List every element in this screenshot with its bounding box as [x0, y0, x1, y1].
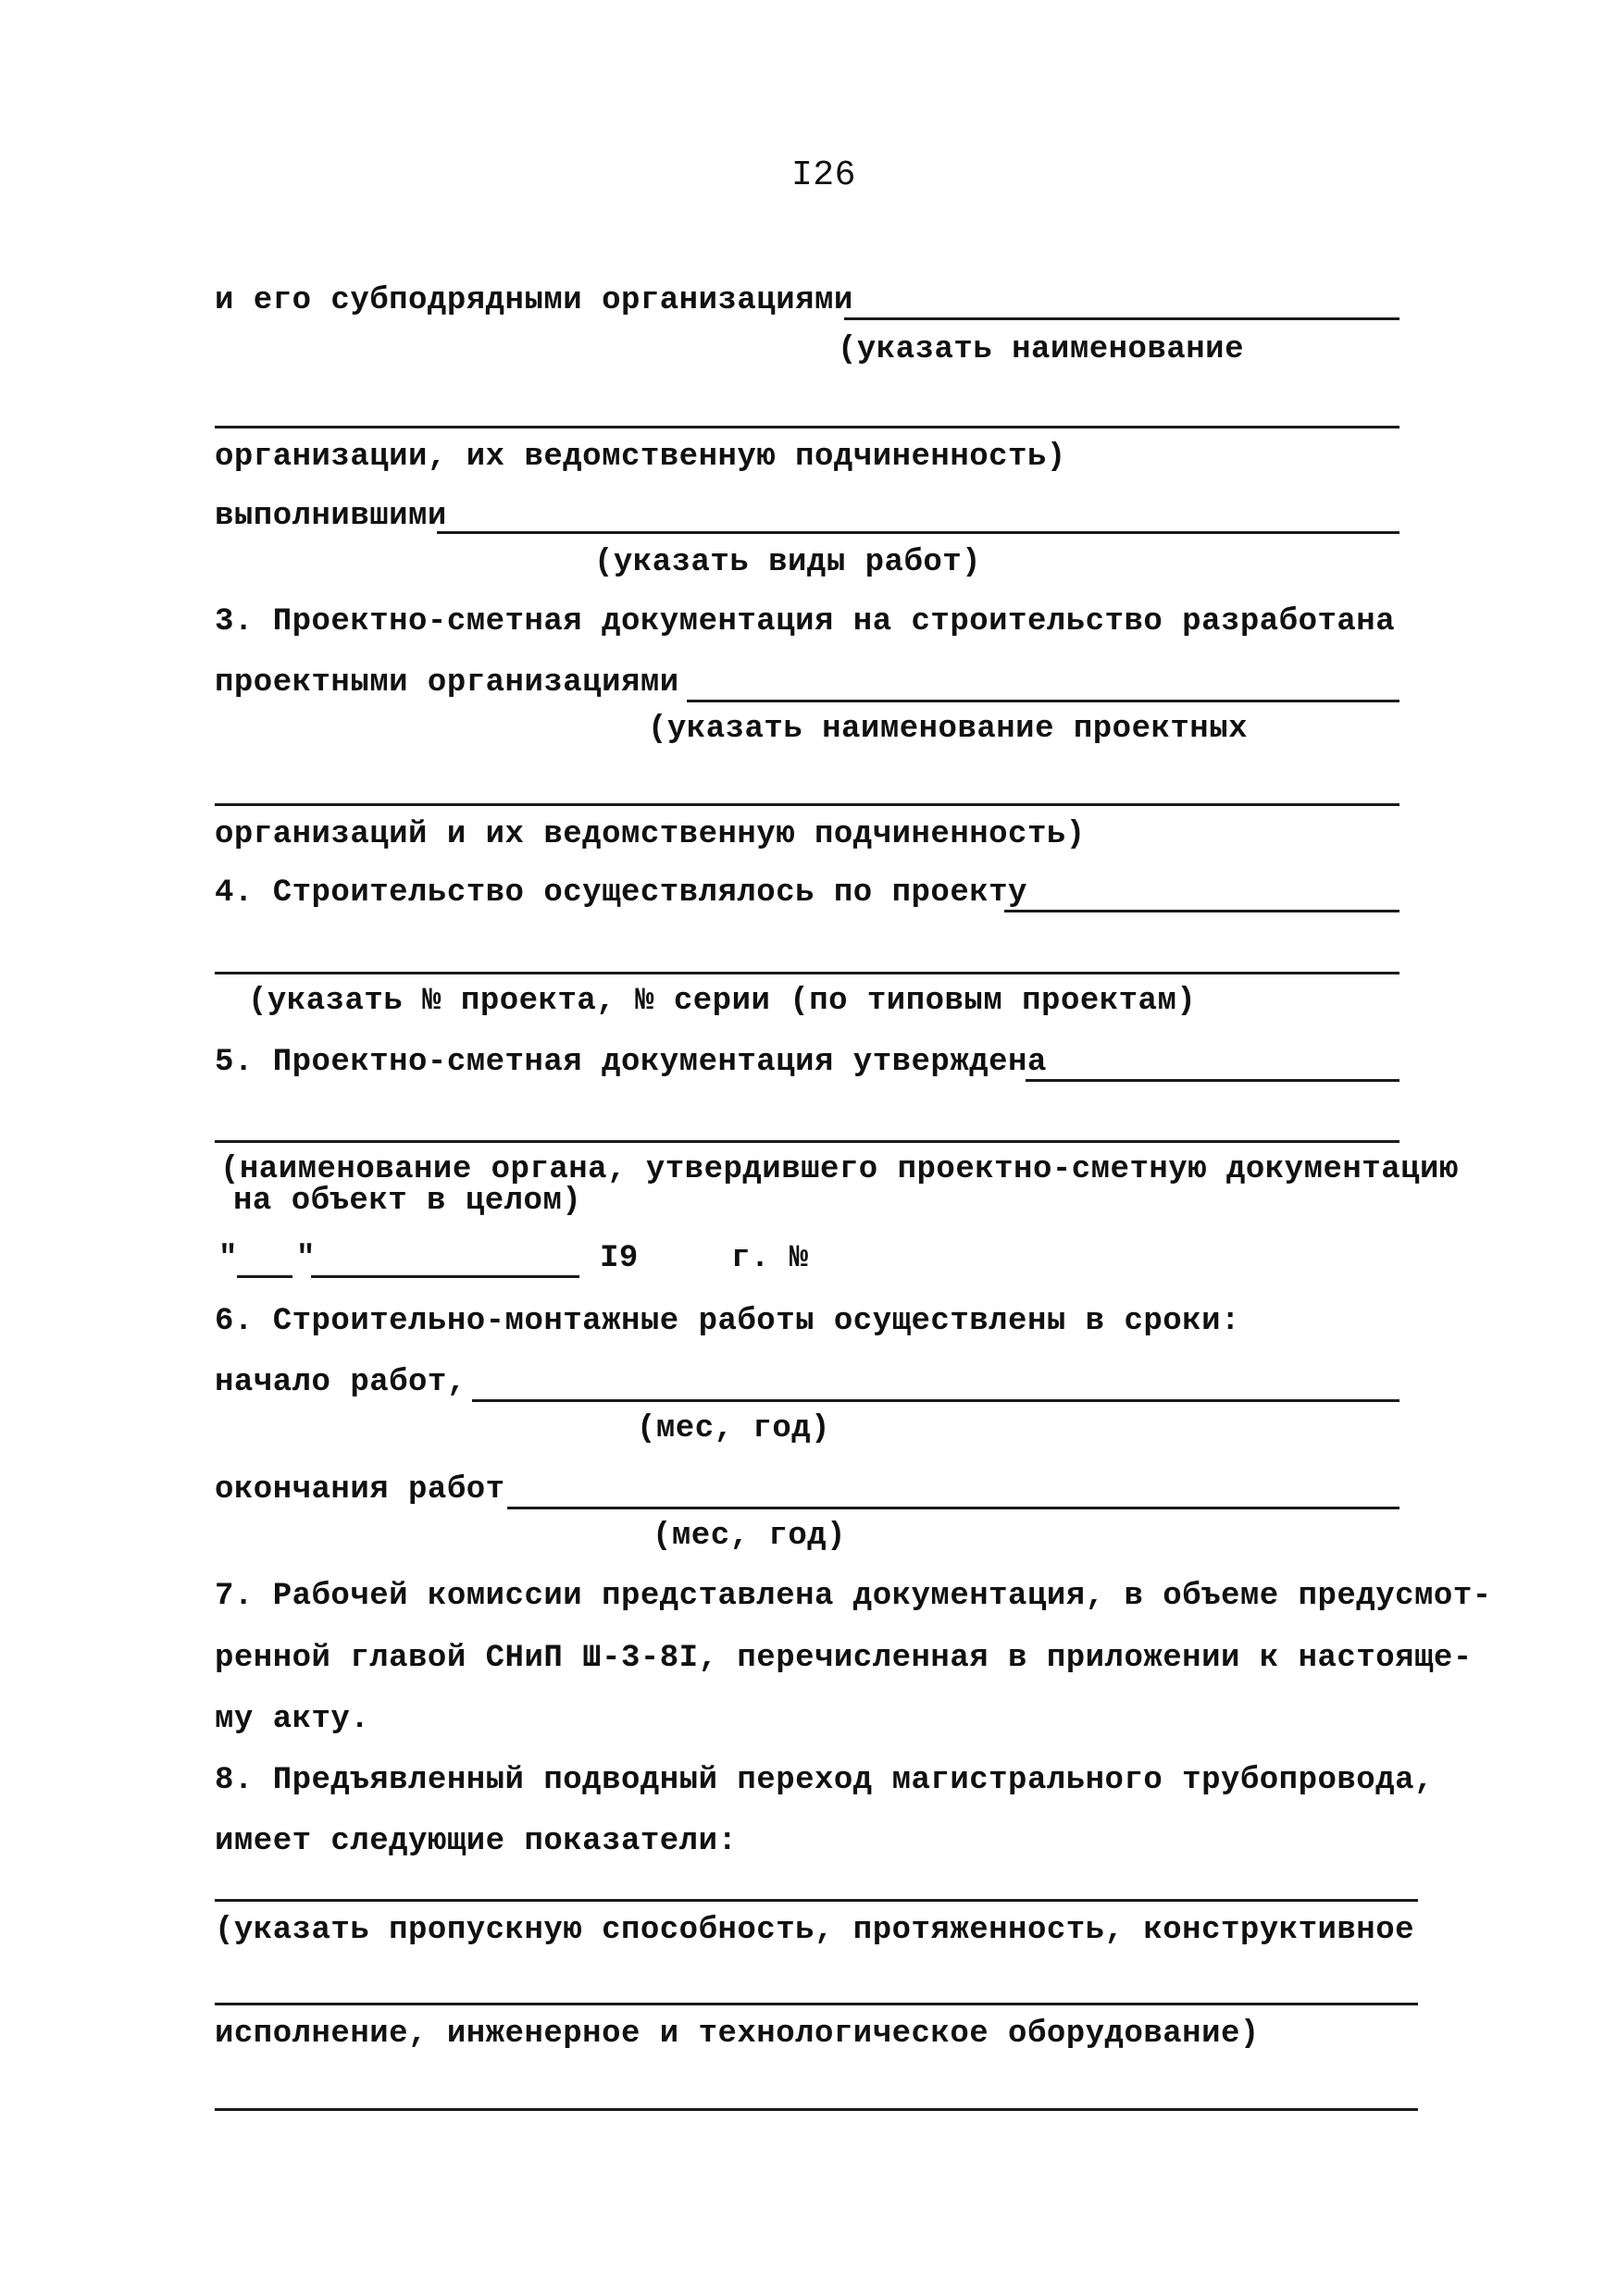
page-number: I26 [791, 155, 856, 195]
design-orgs-hint: (указать наименование проектных [648, 712, 1249, 747]
section-8-line-2: имеет следующие показатели: [215, 1824, 738, 1859]
design-orgs-blank-line-2 [215, 803, 1399, 806]
subcontractors-hint: (указать наименование [838, 332, 1244, 367]
indicators-hint-1: (указать пропускную способность, протяженность, конструктивное [215, 1913, 1415, 1948]
date-day-blank [237, 1275, 292, 1278]
section-7-line-1: 7. Рабочей комиссии представлена документация, в объеме предусмот- [215, 1579, 1492, 1614]
indicators-blank-line-2 [215, 2003, 1418, 2005]
approved-hint-a: (наименование органа, утвердившего проектно-сметную документацию [220, 1152, 1459, 1187]
subcontractors-blank-line-2 [215, 426, 1399, 428]
start-blank-line [472, 1399, 1399, 1402]
approved-blank-line-2 [215, 1140, 1399, 1143]
subcontractors-hint-2: организации, их ведомственную подчиненность) [215, 440, 1066, 475]
performed-hint: (указать виды работ) [594, 545, 982, 580]
date-year-prefix: I9 [600, 1241, 639, 1276]
date-month-blank [311, 1275, 579, 1278]
approved-hint-b: на объект в целом) [233, 1184, 582, 1219]
performed-label: выполнившими [215, 499, 447, 534]
subcontractors-blank-line [844, 317, 1399, 320]
project-blank-line [1004, 910, 1399, 912]
indicators-blank-line-1 [215, 1899, 1418, 1902]
design-orgs-hint-2: организаций и их ведомственную подчиненность) [215, 817, 1086, 852]
project-blank-line-2 [215, 972, 1399, 974]
subcontractors-label: и его субподрядными организациями [215, 283, 853, 318]
section-4-text: 4. Строительство осуществлялось по проекту [215, 875, 1027, 911]
end-hint: (мес, год) [653, 1519, 847, 1554]
design-orgs-blank-line [687, 700, 1399, 702]
section-7-line-2: ренной главой СНиП Ш-3-8I, перечисленная в приложении к настояще- [215, 1641, 1473, 1676]
section-3-text: 3. Проектно-сметная документация на строительство разработана [215, 604, 1396, 639]
approved-blank-line [1026, 1079, 1399, 1082]
design-orgs-label: проектными организациями [215, 665, 679, 701]
indicators-hint-2: исполнение, инженерное и технологическое оборудование) [215, 2017, 1260, 2052]
performed-blank-line [437, 531, 1399, 534]
section-6-text: 6. Строительно-монтажные работы осуществлены в сроки: [215, 1304, 1240, 1339]
date-quote-open: " [218, 1241, 238, 1276]
project-hint: (указать № проекта, № серии (по типовым проектам) [248, 984, 1197, 1019]
date-number-label: г. № [731, 1241, 809, 1276]
section-8-line-1: 8. Предъявленный подводный переход магистрального трубопровода, [215, 1763, 1434, 1798]
date-quote-close: " [296, 1241, 316, 1276]
start-label: начало работ, [215, 1365, 466, 1400]
end-label: окончания работ [215, 1472, 505, 1508]
indicators-blank-line-3 [215, 2108, 1418, 2111]
start-hint: (мес, год) [637, 1411, 831, 1446]
end-blank-line [507, 1507, 1399, 1509]
section-5-text: 5. Проектно-сметная документация утверждена [215, 1045, 1047, 1080]
section-7-line-3: му акту. [215, 1702, 370, 1737]
